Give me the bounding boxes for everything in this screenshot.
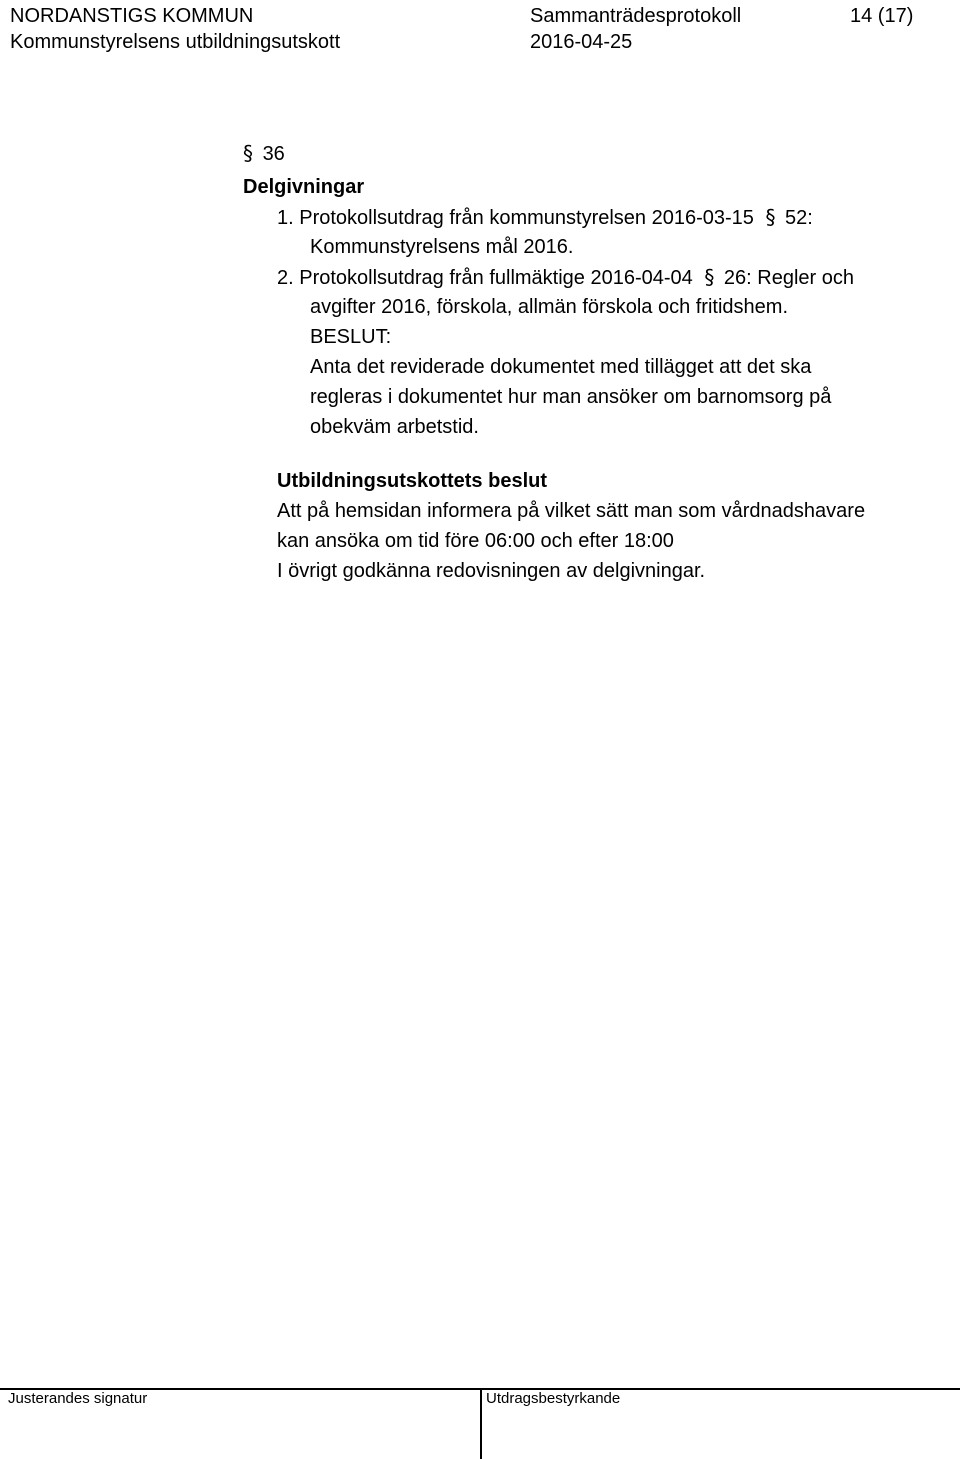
paragraph-title: Delgivningar <box>243 176 365 198</box>
decision-line-3: I övrigt godkänna redovisningen av delgivningar. <box>277 560 706 582</box>
header-page-number: 14 (17) <box>850 5 914 27</box>
footer-certification-label: Utdragsbestyrkande <box>486 1390 621 1407</box>
beslut-line-3: obekväm arbetstid. <box>310 416 479 438</box>
paragraph-number-value: 36 <box>262 143 285 165</box>
item-2-line-1 <box>277 262 854 293</box>
paragraph-number <box>243 138 285 169</box>
item-1-ref: 52: <box>785 207 813 229</box>
section-sign: § <box>243 141 253 165</box>
header-committee: Kommunstyrelsens utbildningsutskott <box>10 31 341 53</box>
beslut-line-1: Anta det reviderade dokumentet med tillägget att det ska <box>310 356 812 378</box>
decision-line-1: Att på hemsidan informera på vilket sätt man som vårdnadshavare <box>277 500 866 522</box>
item-2-section-sign: § <box>704 265 715 289</box>
decision-heading: Utbildningsutskottets beslut <box>277 470 547 492</box>
header-doc-type: Sammanträdesprotokoll <box>530 5 742 27</box>
item-1-section-sign: § <box>765 205 776 229</box>
item-2-text: 2. Protokollsutdrag från fullmäktige 2016-04-04 <box>277 267 693 289</box>
beslut-line-2: regleras i dokumentet hur man ansöker om barnomsorg på <box>310 386 832 408</box>
item-2-ref: 26: Regler och <box>723 267 854 289</box>
header-org: NORDANSTIGS KOMMUN <box>10 5 254 27</box>
footer-column-divider <box>480 1388 482 1459</box>
item-2-line-2: avgifter 2016, förskola, allmän förskola och fritidshem. <box>310 296 788 318</box>
header-date: 2016-04-25 <box>530 31 633 53</box>
item-1-line-2: Kommunstyrelsens mål 2016. <box>310 236 574 258</box>
footer-signature-label: Justerandes signatur <box>8 1390 148 1407</box>
decision-line-2: kan ansöka om tid före 06:00 och efter 18:00 <box>277 530 674 552</box>
item-1-text: 1. Protokollsutdrag från kommunstyrelsen 2016-03-15 <box>277 207 754 229</box>
item-1-line-1 <box>277 202 813 233</box>
beslut-label: BESLUT: <box>310 326 392 348</box>
